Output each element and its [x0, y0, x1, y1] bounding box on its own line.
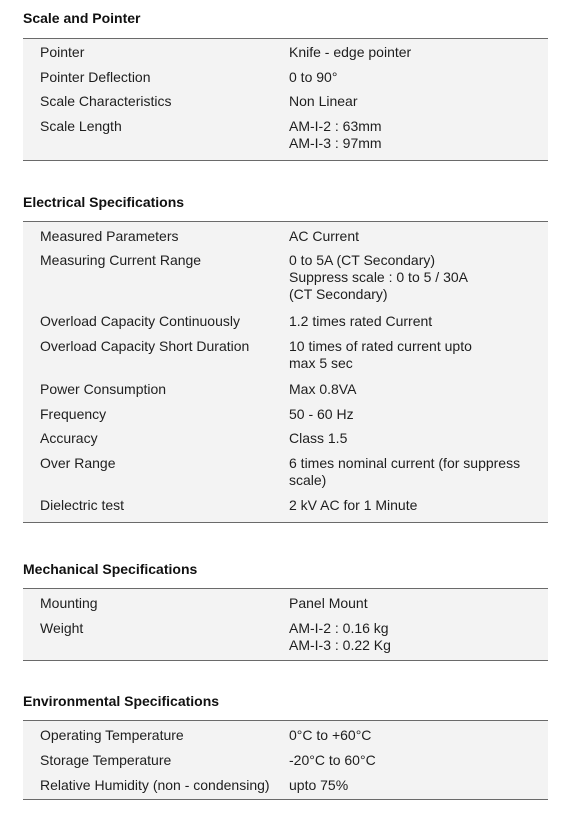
spec-value-line: Non Linear	[289, 93, 358, 109]
spec-value	[289, 727, 371, 744]
section-title: Environmental Specifications	[23, 693, 220, 709]
spec-value	[289, 595, 368, 612]
spec-value-line: AM-I-2 : 0.16 kg	[289, 620, 389, 636]
spec-label: Pointer Deflection	[40, 69, 151, 85]
section-title: Mechanical Specifications	[23, 561, 198, 577]
spec-label: Mounting	[40, 595, 98, 611]
spec-value-line: Suppress scale : 0 to 5 / 30A	[289, 269, 468, 285]
spec-table	[23, 38, 548, 161]
spec-value	[289, 752, 376, 769]
spec-value-line: max 5 sec	[289, 355, 353, 371]
spec-value-line: (CT Secondary)	[289, 286, 388, 302]
spec-label: Operating Temperature	[40, 727, 184, 743]
spec-value-line: 1.2 times rated Current	[289, 313, 433, 329]
spec-value-line: AM-I-2 : 63mm	[289, 118, 382, 134]
spec-value	[289, 430, 347, 447]
spec-value-line: 0°C to +60°C	[289, 727, 372, 743]
spec-value-line: Panel Mount	[289, 595, 368, 611]
spec-value-line: AC Current	[289, 228, 360, 244]
spec-label: Pointer	[40, 44, 85, 60]
spec-value	[289, 455, 520, 489]
spec-value	[289, 313, 432, 330]
spec-value	[289, 620, 391, 654]
spec-value	[289, 118, 382, 152]
spec-value	[289, 93, 358, 110]
spec-label: Measured Parameters	[40, 228, 179, 244]
spec-label: Storage Temperature	[40, 752, 172, 768]
spec-value	[289, 406, 354, 423]
spec-value-line: 0 to 5A (CT Secondary)	[289, 252, 436, 268]
spec-table	[23, 588, 548, 661]
spec-label: Power Consumption	[40, 381, 167, 397]
spec-value-line: upto 75%	[289, 777, 349, 793]
spec-label: Relative Humidity (non - condensing)	[40, 777, 270, 793]
spec-value-line: 6 times nominal current (for suppress	[289, 455, 521, 471]
spec-value-line: Max 0.8VA	[289, 381, 357, 397]
spec-label: Scale Characteristics	[40, 93, 172, 109]
spec-value-line: Class 1.5	[289, 430, 348, 446]
spec-value-line: 2 kV AC for 1 Minute	[289, 497, 418, 513]
spec-value	[289, 777, 348, 794]
spec-value	[289, 44, 411, 61]
spec-value	[289, 497, 417, 514]
spec-label: Overload Capacity Continuously	[40, 313, 240, 329]
spec-value	[289, 381, 356, 398]
spec-label: Frequency	[40, 406, 107, 422]
spec-value	[289, 338, 472, 372]
spec-value	[289, 252, 468, 303]
spec-value	[289, 228, 359, 245]
spec-label: Dielectric test	[40, 497, 125, 513]
spec-value-line: Knife - edge pointer	[289, 44, 412, 60]
spec-value	[289, 69, 337, 86]
spec-table	[23, 720, 548, 800]
spec-label: Overload Capacity Short Duration	[40, 338, 250, 354]
spec-label: Accuracy	[40, 430, 98, 446]
spec-value-line: AM-I-3 : 97mm	[289, 135, 382, 151]
spec-value-line: 50 - 60 Hz	[289, 406, 354, 422]
spec-label: Measuring Current Range	[40, 252, 202, 268]
spec-label: Weight	[40, 620, 84, 636]
spec-label: Scale Length	[40, 118, 122, 134]
spec-table	[23, 221, 548, 523]
spec-value-line: -20°C to 60°C	[289, 752, 376, 768]
spec-label: Over Range	[40, 455, 116, 471]
spec-value-line: 0 to 90°	[289, 69, 338, 85]
spec-value-line: 10 times of rated current upto	[289, 338, 472, 354]
spec-value-line: AM-I-3 : 0.22 Kg	[289, 637, 391, 653]
section-title: Scale and Pointer	[23, 10, 141, 26]
spec-value-line: scale)	[289, 472, 327, 488]
section-title: Electrical Specifications	[23, 194, 185, 210]
